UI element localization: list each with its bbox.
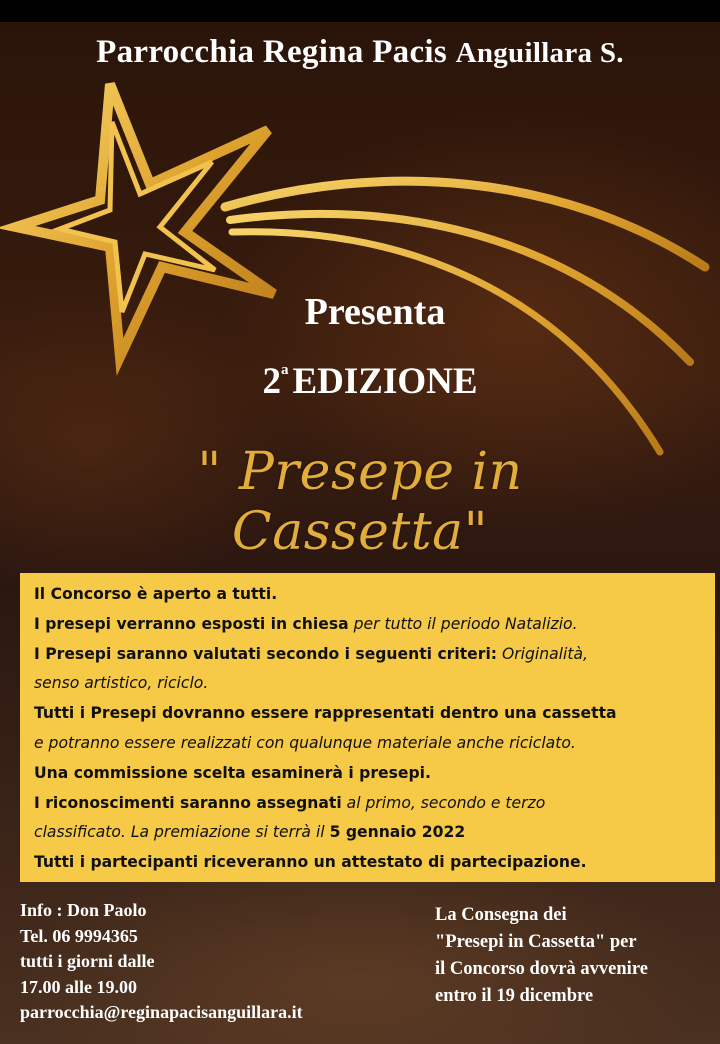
top-status-bar (0, 0, 720, 22)
parish-title-main: Parrocchia Regina Pacis (96, 34, 448, 70)
rule-line (34, 610, 715, 640)
rule-line: e potranno essere realizzati con qualunque materiale anche riciclato. (34, 733, 576, 752)
rule-line (34, 818, 715, 848)
award-date: 5 gennaio 2022 (329, 823, 466, 842)
rule-line: Tutti i partecipanti riceveranno un attestato di partecipazione. (34, 853, 587, 872)
delivery-note (435, 902, 720, 1010)
delivery-line: entro il 19 dicembre (435, 986, 594, 1006)
contact-email: parrocchia@reginapacisanguillara.it (20, 1002, 303, 1022)
contact-name: Info : Don Paolo (20, 900, 147, 920)
rule-italic: Originalità, (497, 644, 588, 663)
parish-title (0, 34, 720, 71)
rule-line (34, 640, 715, 670)
edition-superscript: a (280, 362, 289, 378)
rule-line: Tutti i Presepi dovranno essere rappresentati dentro una cassetta (34, 704, 617, 723)
rule-italic: per tutto il periodo Natalizio. (348, 614, 578, 633)
delivery-line: il Concorso dovrà avvenire (435, 959, 648, 979)
delivery-line: La Consegna dei (435, 905, 567, 925)
rule-line (34, 789, 715, 819)
edition-heading (190, 360, 550, 403)
poster (0, 22, 720, 1044)
contact-days: tutti i giorni dalle (20, 951, 155, 971)
rule-bold: I presepi verranno esposti in chiesa (34, 614, 349, 633)
event-title: " Presepe in Cassetta" (197, 442, 523, 562)
delivery-line: "Presepi in Cassetta" per (435, 932, 637, 952)
parish-title-suffix: Anguillara S. (455, 37, 624, 69)
rules-box (20, 573, 715, 882)
presenta-text: Presenta (304, 291, 446, 333)
rule-bold: I Presepi saranno valutati secondo i seguenti criteri: (34, 644, 498, 663)
rule-line: senso artistico, riciclo. (34, 674, 209, 693)
edition-number: 2 (262, 361, 281, 402)
rule-italic: al primo, secondo e terzo (341, 793, 546, 812)
contact-phone: Tel. 06 9994365 (20, 925, 138, 946)
rule-line: Una commissione scelta esaminerà i presepi. (34, 763, 431, 782)
edition-label: EDIZIONE (292, 361, 478, 402)
contact-hours: 17.00 alle 19.00 (20, 976, 137, 997)
rule-line: Il Concorso è aperto a tutti. (34, 585, 278, 603)
rule-italic: classificato. La premiazione si terrà il (34, 823, 330, 842)
rule-bold: I riconoscimenti saranno assegnati (34, 793, 342, 812)
contact-info (20, 898, 400, 1026)
